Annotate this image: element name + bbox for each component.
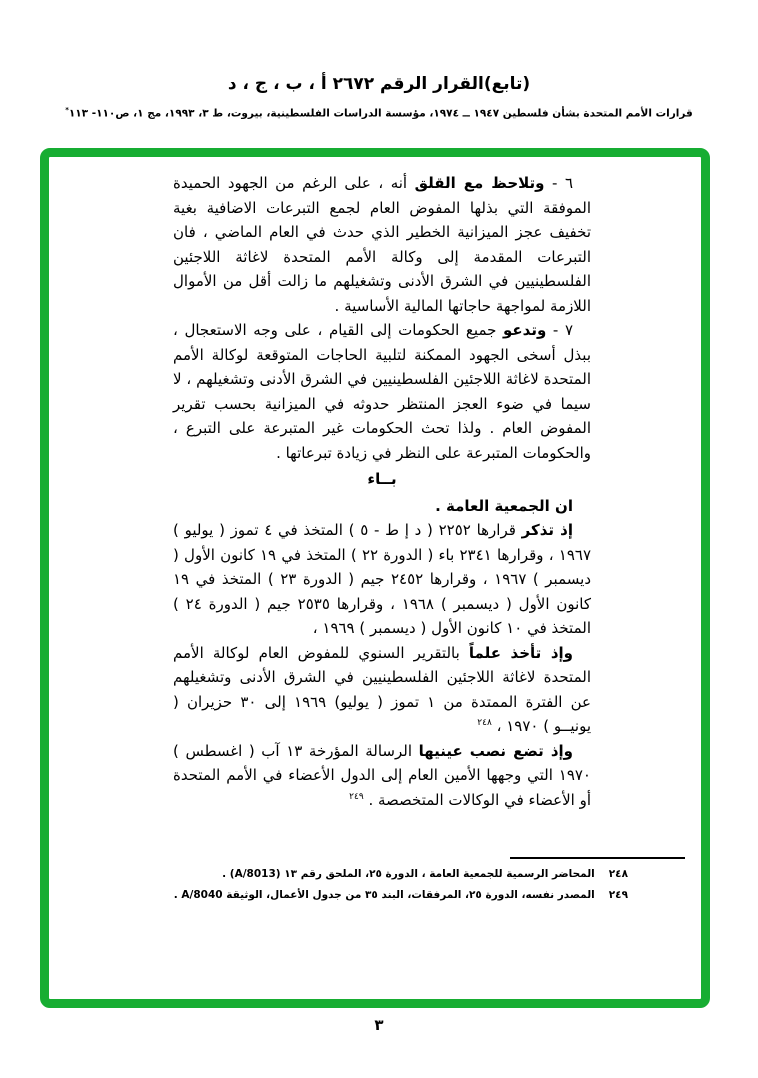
- footnote: [128, 885, 628, 906]
- footnote-reference: ٢٤٨: [477, 718, 492, 728]
- paragraph: ٧ - وتدعو جميع الحكومات إلى القيام ، على وجه الاستعجال ، ببذل أسخى الجهود الممكنة لتلبية الحاجات المتوقعة لوكالة الأمم المتحدة لاغاثة اللاجئين الفلسطينيين في الشرق الأدنى وتشغيلهم ، لا سيما في ضوء العجز المنتظر حدوثه في الميزانية بحسب تقرير المفوض العام . ولذا تحث الحكومات غير المتبرعة على التبرع ، والحكومات المتبرعة على النظر في زيادة تبرعاتها .: [173, 321, 591, 462]
- source-citation-text: قرارات الأمم المتحدة بشأن فلسطين ١٩٤٧ ــ ١٩٧٤، مؤسسة الدراسات الفلسطينية، بيروت، ط ٣، ١٩٩٣، مج ١، ص١١٠- ١١٣: [68, 107, 693, 120]
- source-citation: [0, 106, 758, 120]
- section-heading: بــاء: [367, 470, 397, 488]
- document-body: [173, 171, 591, 812]
- paragraph: ان الجمعية العامة .: [435, 496, 573, 515]
- footnote-number: ٢٤٩: [608, 889, 628, 901]
- footnote-text: المحاضر الرسمية للجمعية العامة ، الدورة ٢٥، الملحق رقم ١٣ (A/8013) .: [222, 868, 595, 880]
- footnote-separator: [510, 857, 685, 859]
- footnote-text: المصدر نفسه، الدورة ٢٥، المرفقات، البند ٣٥ من جدول الأعمال، الوثيقة A/8040 .: [173, 889, 595, 901]
- paragraph: إذ تذكر قرارها ٢٢٥٢ ( د إ ط - ٥ ) المتخذ في ٤ تموز ( يوليو ) ١٩٦٧ ، وقرارها ٢٣٤١ باء ( الدورة ٢٢ ) المتخذ في ١٩ كانون الأول ( ديسمبر ) ١٩٦٧ ، وقرارها ٢٤٥٢ جيم ( الدورة ٢٣ ) المتخذ في ١٩ كانون الأول ( ديسمبر ) ١٩٦٨ ، وقرارها ٢٥٣٥ جيم ( الدورة ٢٤ ) المتخذ في ١٠ كانون الأول ( ديسمبر ) ١٩٦٩ ،: [173, 521, 592, 637]
- footnote-number: ٢٤٨: [608, 868, 628, 880]
- footnote: [128, 864, 628, 885]
- paragraph: وإذ تضع نصب عينيها الرسالة المؤرخة ١٣ آب ( اغسطس ) ١٩٧٠ التي وجهها الأمين العام إلى الدول الأعضاء في الأمم المتحدة أو الأعضاء في الوكالات المتخصصة . $^{٢٤٩}$: [173, 741, 591, 809]
- paragraph: ٦ - وتلاحظ مع القلق أنه ، على الرغم من الجهود الحميدة الموفقة التي بذلها المفوض العام لجمع التبرعات الاضافية بغية تخفيف عجز الميزانية الخطير الذي حدث في العام الماضي ، فان التبرعات المقدمة إلى وكالة الأمم المتحدة لاغاثة اللاجئين الفلسطينيين في الشرق الأدنى وتشغيلهم ما زالت أقل من الأموال اللازمة لمواجهة حاجاتها المالية الأساسية .: [173, 174, 591, 315]
- resolution-title: (تابع)القرار الرقم ٢٦٧٢ أ ، ب ، ج ، د: [227, 74, 531, 94]
- footnotes: [128, 864, 628, 906]
- page-number: ٣: [374, 1016, 384, 1034]
- footnote-reference: ٢٤٩: [349, 791, 364, 802]
- source-citation-mark: *: [65, 106, 69, 114]
- paragraph: وإذ تأخذ علماً بالتقرير السنوي للمفوض العام لوكالة الأمم المتحدة لاغاثة اللاجئين الفلسطينيين في الشرق الأدنى وتشغيلهم عن الفترة الممتدة من ١ تموز ( يوليو) ١٩٦٩ إلى ٣٠ حزيران ( يونيــو ) ١٩٧٠ ، $^{٢٤٨}$: [173, 643, 591, 735]
